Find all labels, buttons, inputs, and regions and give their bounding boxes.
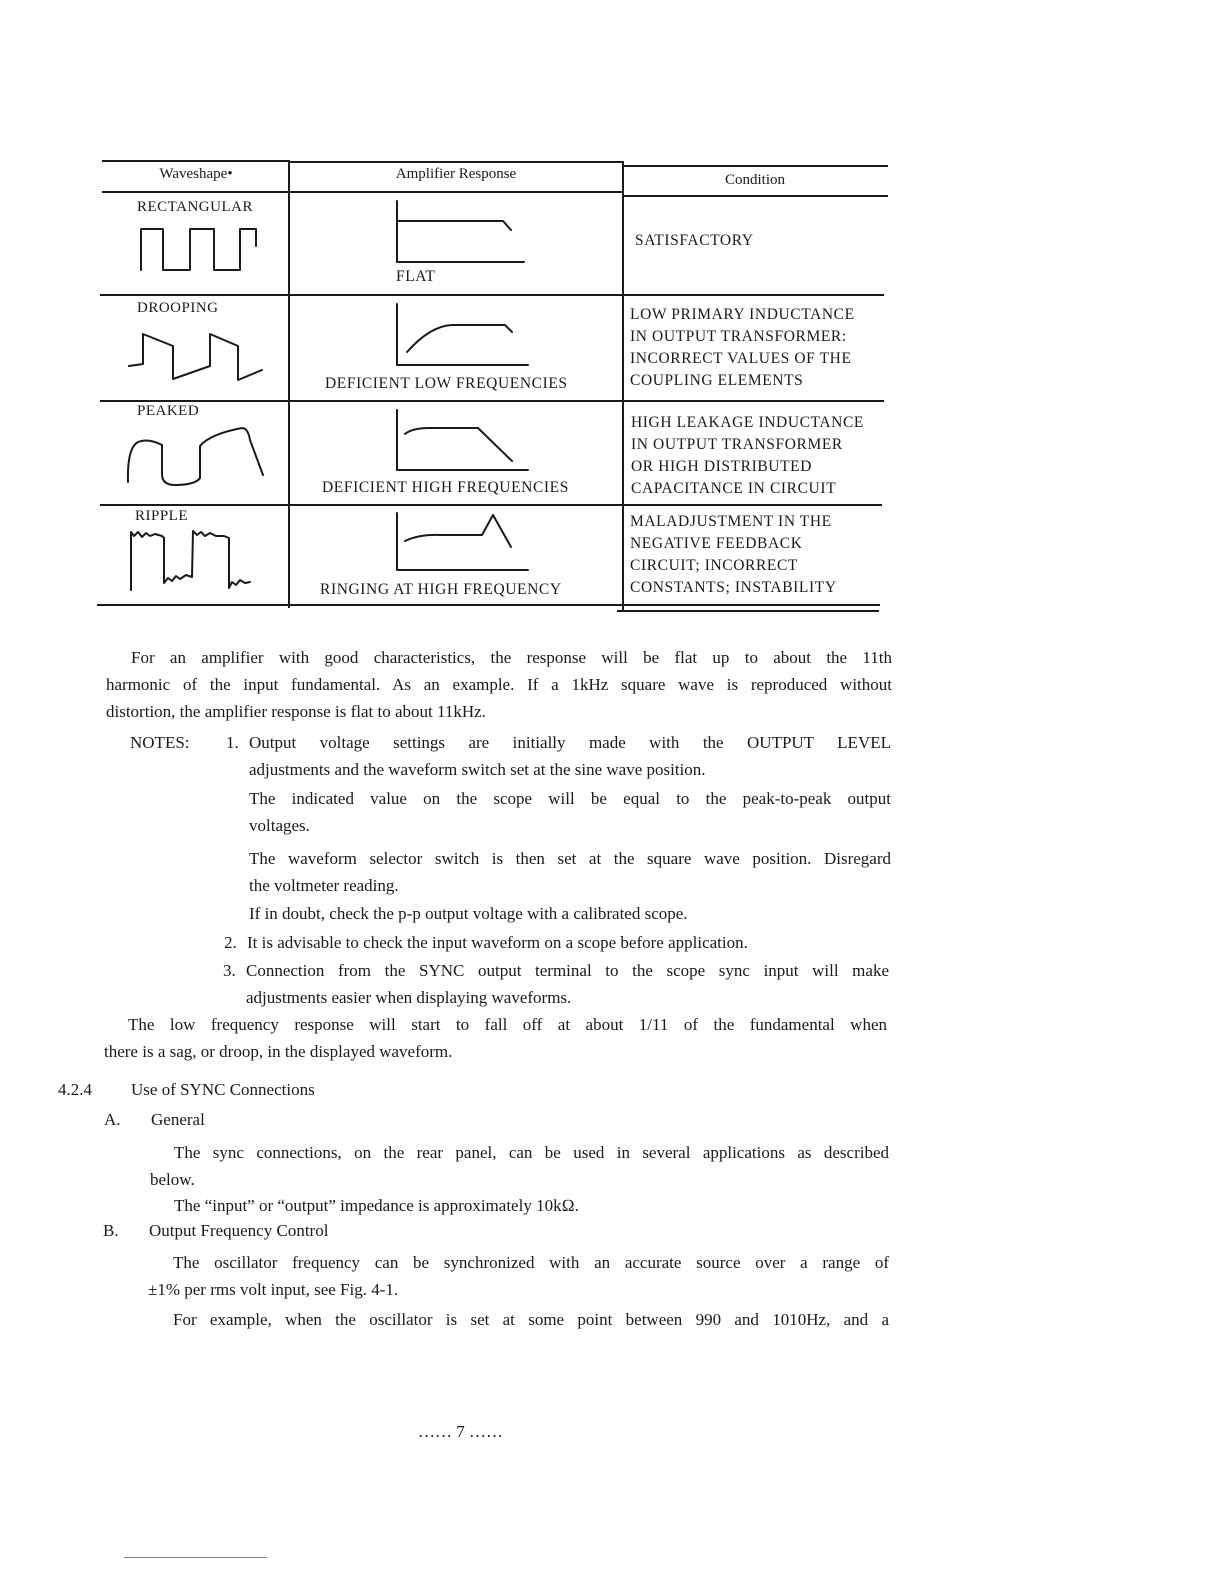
table-rule [97,604,880,606]
table-rule [100,504,882,506]
table-rule [102,191,624,193]
waveshape-label: RIPPLE [135,508,189,524]
example-paragraph: For example, when the oscillator is set at some point between 990 and 1010Hz, and a [173,1310,889,1329]
table-rule [624,195,888,197]
note-1-paragraph: If in doubt, check the p-p output voltage with a calibrated scope. [249,904,688,923]
note-2: It is advisable to check the input waveform on a scope before application. [247,933,748,952]
header-condition: Condition [724,172,785,188]
note-1: Output voltage settings are initially made with the OUTPUT LEVEL adjustments and the waveform switch set at the sine wave position. [249,733,891,779]
table-rule [290,161,624,163]
general-paragraph: The sync connections, on the rear panel, can be used in several applications as described below. [150,1143,889,1189]
section-title: Use of SYNC Connections [131,1080,315,1099]
waveshape-label: RECTANGULAR [137,199,253,215]
table-rule [288,161,290,608]
low-frequency-paragraph: The low frequency response will start to fall off at about 1/11 of the fundamental when there is a sag, or droop, in the displayed waveform. [104,1015,887,1061]
subsection-title: General [151,1110,205,1129]
note-number: 1. [226,733,239,752]
table-rule [617,610,879,612]
response-label: DEFICIENT HIGH FREQUENCIES [322,479,569,496]
table-rule [100,400,884,402]
intro-paragraph: For an amplifier with good characteristics, the response will be flat up to about the 11th harmonic of the input fundamental. As an example. If a 1kHz square wave is reproduced without distortion, the amplifier response is flat to about 11kHz. [106,648,892,721]
footer-rule [124,1557,267,1558]
ringing-graph-icon [0,0,1,1]
note-number: 2. [224,933,237,952]
page-number: …… 7 …… [418,1422,503,1441]
notes-label: NOTES: [130,733,190,752]
note-3: Connection from the SYNC output terminal to the scope sync input will make adjustments easier when displaying waveforms. [246,961,889,1007]
note-1-paragraph: The waveform selector switch is then set at the square wave position. Disregard the voltmeter reading. [249,849,891,895]
table-rule [622,161,624,610]
section-number: 4.2.4 [58,1080,92,1099]
response-label: DEFICIENT LOW FREQUENCIES [325,375,568,392]
condition-text: MALADJUSTMENT IN THE NEGATIVE FEEDBACK CIRCUIT; INCORRECT CONSTANTS; INSTABILITY [630,513,837,596]
subsection-letter: A. [104,1110,121,1129]
response-label: FLAT [396,268,436,285]
table-rule [624,165,888,167]
condition-text: LOW PRIMARY INDUCTANCE IN OUTPUT TRANSFORMER: INCORRECT VALUES OF THE COUPLING ELEMENTS [630,306,855,389]
header-waveshape: Waveshape• [159,166,233,182]
header-amplifier-response: Amplifier Response [395,166,517,182]
frequency-control-paragraph: The oscillator frequency can be synchronized with an accurate source over a range of ±1% per rms volt input, see Fig. 4-1. [148,1253,889,1299]
subsection-title: Output Frequency Control [149,1221,329,1240]
response-label: RINGING AT HIGH FREQUENCY [320,581,562,598]
condition-text: SATISFACTORY [635,232,754,249]
note-number: 3. [223,961,236,980]
table-rule [102,160,290,162]
waveshape-label: DROOPING [137,300,219,316]
subsection-letter: B. [103,1221,119,1240]
impedance-paragraph: The “input” or “output” impedance is approximately 10kΩ. [174,1196,579,1215]
waveshape-label: PEAKED [137,403,200,419]
note-1-paragraph: The indicated value on the scope will be equal to the peak-to-peak output voltages. [249,789,891,835]
condition-text: HIGH LEAKAGE INDUCTANCE IN OUTPUT TRANSFORMER OR HIGH DISTRIBUTED CAPACITANCE IN CIRCUIT [631,414,864,497]
table-rule [100,294,884,296]
